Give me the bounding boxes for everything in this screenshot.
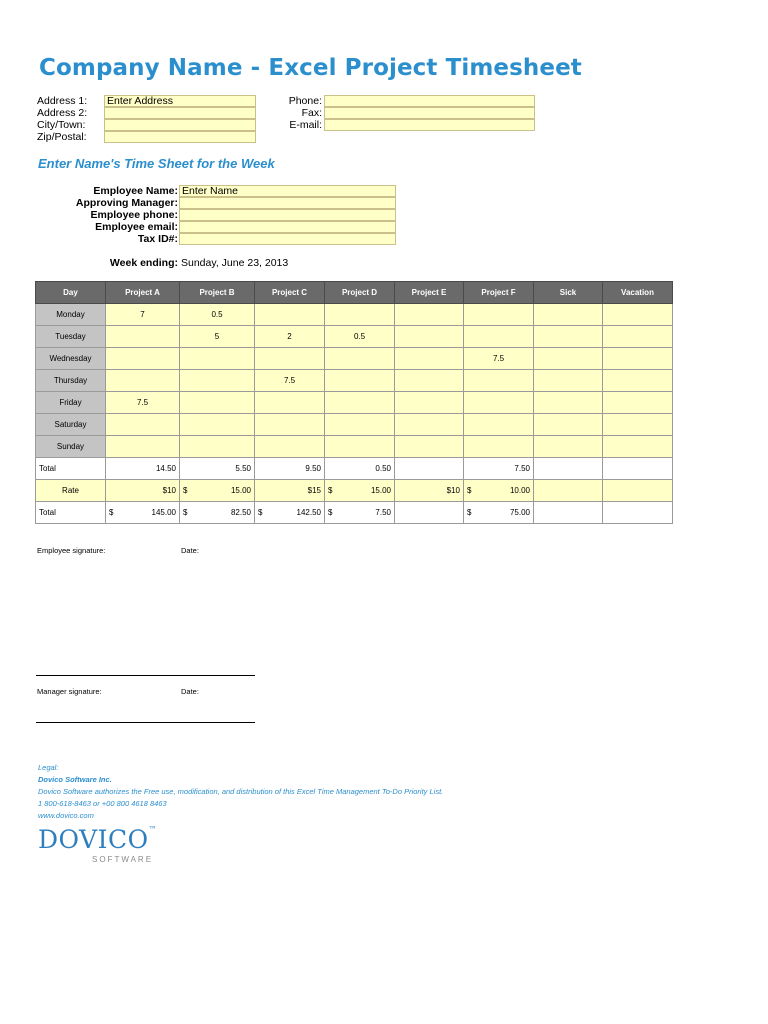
city-field[interactable] [104,119,256,131]
column-header: Project F [464,282,534,304]
hours-cell[interactable] [603,414,673,436]
totals-row [36,458,673,480]
hours-cell[interactable]: 7.5 [464,348,534,370]
manager-date-label: Date: [181,687,199,696]
hours-cell[interactable] [395,392,464,414]
amount-value: 145.00 [151,508,176,517]
amount-cell [603,502,673,524]
table-row [36,392,673,414]
rate-value: 15.00 [230,486,251,495]
fax-field[interactable] [324,107,535,119]
rate-value: 10.00 [509,486,530,495]
hours-cell[interactable] [395,326,464,348]
row-label: Rate [36,480,106,502]
tax-id-field[interactable] [179,233,396,245]
column-header: Vacation [603,282,673,304]
city-label: City/Town: [37,119,86,131]
amount-cell [534,502,603,524]
phone-field[interactable] [324,95,535,107]
hours-total-cell [395,458,464,480]
hours-cell[interactable] [534,392,603,414]
amount-value: 7.50 [375,508,391,517]
table-row [36,414,673,436]
currency-symbol: $ [328,508,333,517]
hours-cell[interactable] [325,392,395,414]
hours-cell[interactable] [464,370,534,392]
hours-cell[interactable] [325,370,395,392]
column-header: Project E [395,282,464,304]
hours-cell[interactable] [464,436,534,458]
hours-cell[interactable] [106,414,180,436]
hours-cell[interactable] [106,436,180,458]
hours-cell[interactable] [603,326,673,348]
hours-cell[interactable]: 0.5 [325,326,395,348]
currency-symbol: $ [467,486,472,495]
rate-cell[interactable] [180,480,255,502]
hours-cell[interactable] [395,348,464,370]
manager-signature-line [36,722,255,723]
column-header: Day [36,282,106,304]
employee-phone-field[interactable] [179,209,396,221]
employee-phone-label: Employee phone: [90,209,178,221]
rate-row [36,480,673,502]
day-cell: Wednesday [36,348,106,370]
day-cell: Monday [36,304,106,326]
employee-signature-label: Employee signature: [37,546,106,555]
dovico-logo [38,825,157,854]
hours-cell[interactable] [603,436,673,458]
fax-label: Fax: [301,107,322,119]
employee-signature-line [36,675,255,676]
hours-cell[interactable] [325,414,395,436]
column-header: Project A [106,282,180,304]
rate-cell[interactable] [464,480,534,502]
hours-cell[interactable] [464,326,534,348]
amount-cell [464,502,534,524]
amount-cell [325,502,395,524]
hours-cell[interactable] [534,436,603,458]
logo-tm: ™ [148,825,158,834]
hours-cell[interactable] [255,392,325,414]
hours-cell[interactable]: 0.5 [180,304,255,326]
manager-signature-label: Manager signature: [37,687,102,696]
address2-field[interactable] [104,107,256,119]
currency-symbol: $ [328,486,333,495]
currency-symbol: $ [467,508,472,517]
hours-cell[interactable] [464,392,534,414]
hours-cell[interactable] [180,348,255,370]
currency-symbol: $ [258,508,263,517]
hours-cell[interactable] [534,370,603,392]
phone-label: Phone: [288,95,322,107]
hours-cell[interactable] [180,414,255,436]
row-label: Total [36,502,106,524]
section-subtitle: Enter Name's Time Sheet for the Week [38,156,275,171]
hours-cell[interactable] [255,304,325,326]
amount-cell [106,502,180,524]
employee-date-label: Date: [181,546,199,555]
employee-email-field[interactable] [179,221,396,233]
hours-total-cell: 7.50 [464,458,534,480]
hours-cell[interactable] [255,348,325,370]
hours-cell[interactable] [534,414,603,436]
hours-cell[interactable] [464,304,534,326]
hours-cell[interactable] [106,326,180,348]
day-cell: Tuesday [36,326,106,348]
amount-value: 75.00 [509,508,530,517]
page-title: Company Name - Excel Project Timesheet [39,55,582,81]
logo-subtitle: SOFTWARE [92,855,154,864]
column-header: Sick [534,282,603,304]
hours-cell[interactable] [255,436,325,458]
employee-name-label: Employee Name: [93,185,178,197]
hours-cell[interactable] [603,348,673,370]
currency-symbol: $ [183,486,188,495]
column-header: Project C [255,282,325,304]
rate-cell[interactable] [325,480,395,502]
hours-cell[interactable] [325,304,395,326]
rate-value: $10 [162,486,176,495]
amount-value: 142.50 [296,508,321,517]
day-cell: Friday [36,392,106,414]
rate-cell[interactable] [534,480,603,502]
week-ending-label: Week ending: [109,257,178,269]
hours-cell[interactable]: 7.5 [255,370,325,392]
rate-value: $15 [307,486,321,495]
hours-total-cell: 14.50 [106,458,180,480]
hours-cell[interactable] [603,392,673,414]
rate-cell[interactable] [603,480,673,502]
tax-id-label: Tax ID#: [137,233,178,245]
legal-heading: Legal: [38,763,59,772]
table-row [36,436,673,458]
table-header-row [36,282,673,304]
hours-cell[interactable] [395,304,464,326]
table-row [36,326,673,348]
address2-label: Address 2: [37,107,88,119]
column-header: Project B [180,282,255,304]
hours-cell[interactable]: 7 [106,304,180,326]
hours-cell[interactable] [395,414,464,436]
hours-cell[interactable] [325,348,395,370]
rate-cell[interactable] [106,480,180,502]
legal-text: Dovico Software authorizes the Free use, modification, and distribution of this Excel Time Management To-Do Priority List. [38,787,444,796]
hours-cell[interactable] [534,348,603,370]
hours-cell[interactable]: 5 [180,326,255,348]
rate-value: $10 [446,486,460,495]
approving-manager-label: Approving Manager: [75,197,178,209]
table-row [36,370,673,392]
hours-cell[interactable] [180,370,255,392]
address1-field[interactable]: Enter Address [104,95,256,107]
hours-cell[interactable] [603,304,673,326]
currency-symbol: $ [183,508,188,517]
amount-cell [395,502,464,524]
employee-email-label: Employee email: [95,221,178,233]
hours-cell[interactable] [255,414,325,436]
hours-total-cell [603,458,673,480]
day-cell: Saturday [36,414,106,436]
hours-cell[interactable] [395,370,464,392]
row-label: Total [36,458,106,480]
logo-text: DOVICO [38,825,149,854]
amount-cell [180,502,255,524]
hours-cell[interactable]: 2 [255,326,325,348]
hours-cell[interactable] [180,392,255,414]
hours-total-cell: 9.50 [255,458,325,480]
hours-total-cell [534,458,603,480]
amount-value: 82.50 [230,508,251,517]
rate-cell[interactable] [255,480,325,502]
currency-symbol: $ [109,508,114,517]
hours-cell[interactable]: 7.5 [106,392,180,414]
email-label: E-mail: [289,119,322,131]
hours-cell[interactable] [106,370,180,392]
address1-label: Address 1: [37,95,88,107]
legal-website-link[interactable]: www.dovico.com [38,811,94,820]
hours-cell[interactable] [395,436,464,458]
zip-label: Zip/Postal: [37,131,87,143]
hours-cell[interactable] [325,436,395,458]
hours-cell[interactable] [180,436,255,458]
hours-cell[interactable] [464,414,534,436]
hours-cell[interactable] [603,370,673,392]
hours-cell[interactable] [534,304,603,326]
employee-name-field[interactable]: Enter Name [179,185,396,197]
zip-field[interactable] [104,131,256,143]
legal-notice [38,762,443,822]
hours-total-cell: 5.50 [180,458,255,480]
day-cell: Thursday [36,370,106,392]
legal-company: Dovico Software Inc. [38,775,112,784]
column-header: Project D [325,282,395,304]
timesheet-table [35,281,673,524]
amount-cell [255,502,325,524]
week-ending-value: Sunday, June 23, 2013 [181,257,289,269]
approving-manager-field[interactable] [179,197,396,209]
day-cell: Sunday [36,436,106,458]
email-field[interactable] [324,119,535,131]
rate-value: 15.00 [370,486,391,495]
legal-phone: 1 800-618-8463 or +00 800 4618 8463 [38,799,167,808]
rate-cell[interactable] [395,480,464,502]
hours-cell[interactable] [534,326,603,348]
table-row [36,304,673,326]
amount-row [36,502,673,524]
table-row [36,348,673,370]
hours-total-cell: 0.50 [325,458,395,480]
hours-cell[interactable] [106,348,180,370]
